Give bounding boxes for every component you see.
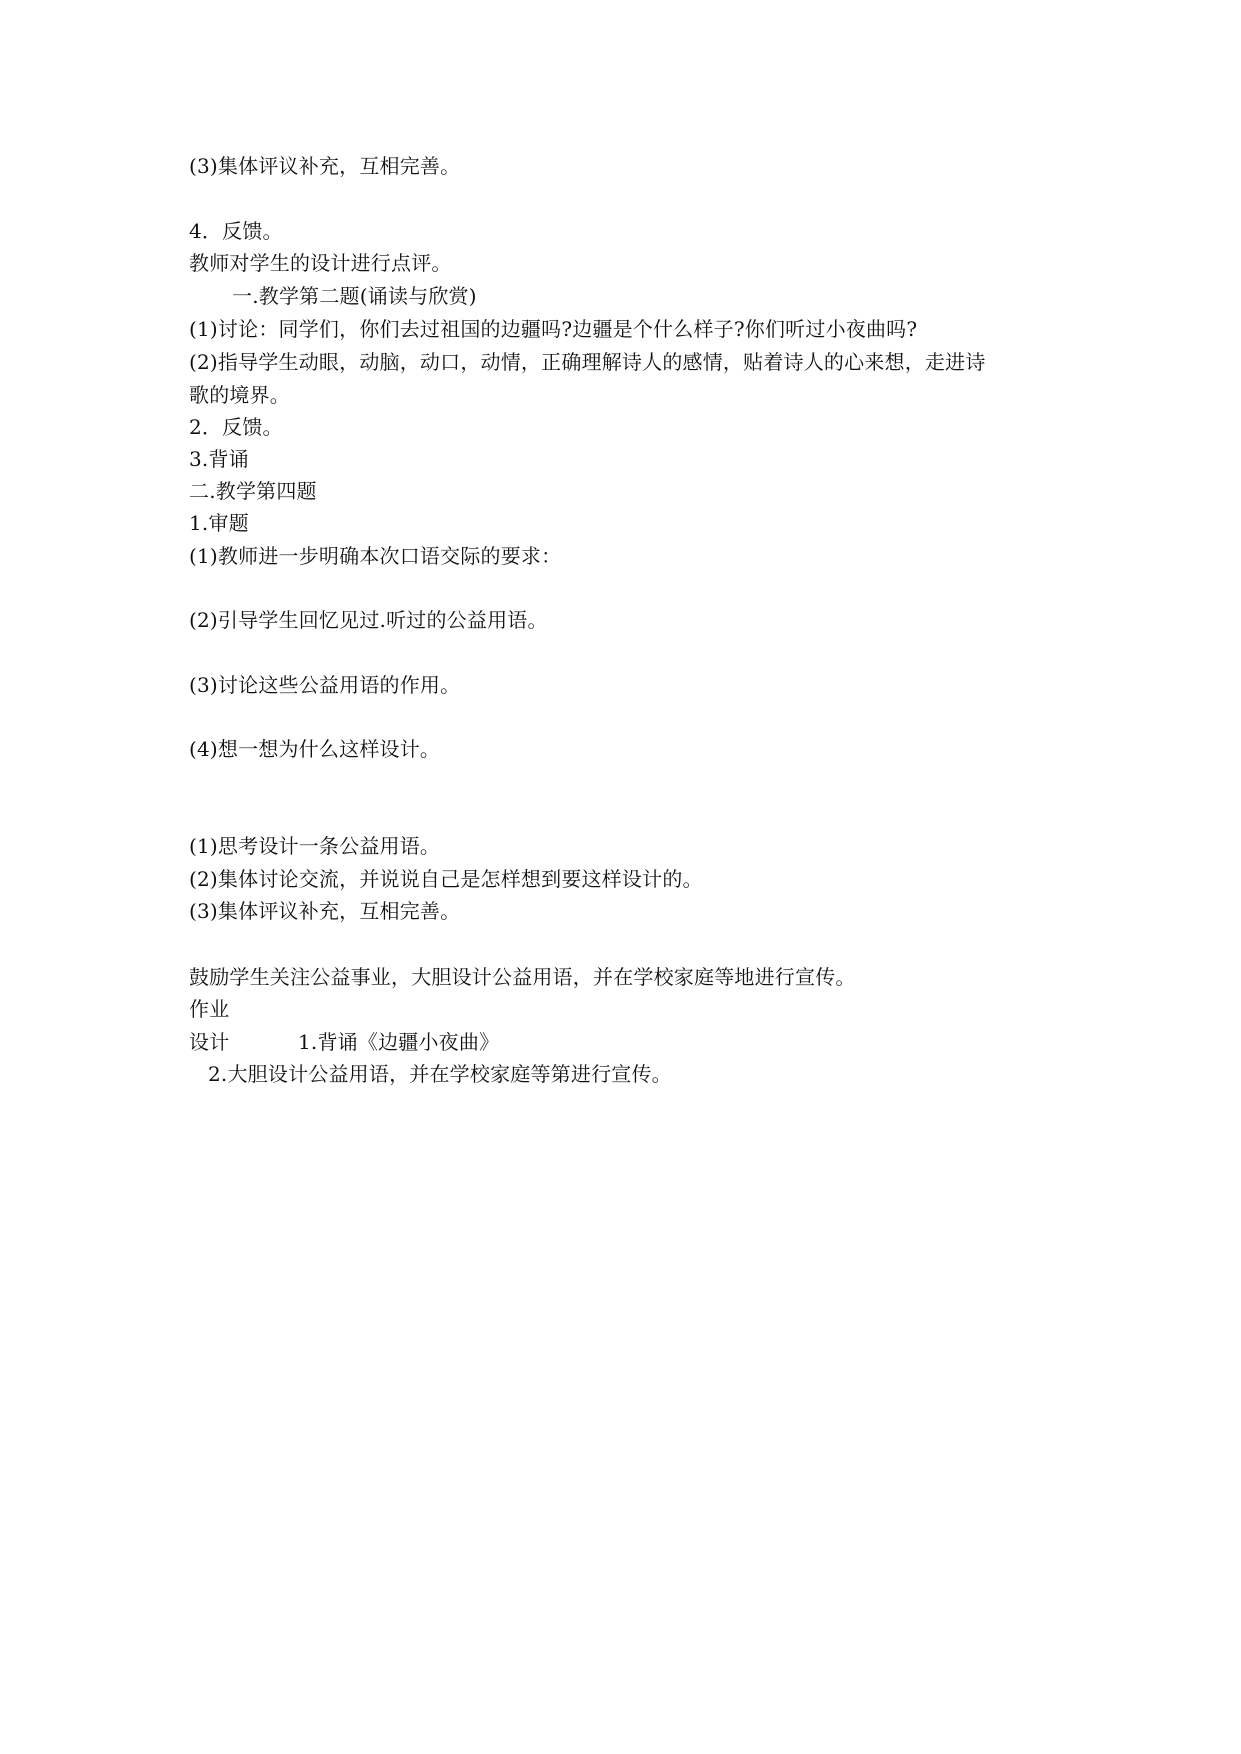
homework-label: 作业 xyxy=(189,997,230,1021)
text-line: (3)集体评议补充，互相完善。 xyxy=(189,899,461,923)
homework-label: 设计 xyxy=(189,1030,230,1054)
text-line: (3)集体评议补充，互相完善。 xyxy=(189,154,461,178)
text-line: (1)教师进一步明确本次口语交际的要求： xyxy=(189,544,562,568)
text-line: (3)讨论这些公益用语的作用。 xyxy=(189,673,461,697)
text-line: (2)集体讨论交流，并说说自己是怎样想到要这样设计的。 xyxy=(189,867,703,891)
section-heading: 3.背诵 xyxy=(189,447,249,471)
section-heading: 1.审题 xyxy=(189,511,249,535)
text-line: (2)指导学生动眼，动脑，动口，动情，正确理解诗人的感情，贴着诗人的心来想，走进诗 xyxy=(189,350,986,374)
homework-item: 2.大胆设计公益用语，并在学校家庭等第进行宣传。 xyxy=(208,1062,672,1086)
section-heading: 二.教学第四题 xyxy=(189,479,317,503)
section-heading: 4．反馈。 xyxy=(189,219,283,243)
text-line: (1)讨论：同学们，你们去过祖国的边疆吗?边疆是个什么样子?你们听过小夜曲吗? xyxy=(189,317,918,341)
text-line: 歌的境界。 xyxy=(189,383,290,407)
text-line: (1)思考设计一条公益用语。 xyxy=(189,834,441,858)
text-line: 教师对学生的设计进行点评。 xyxy=(189,251,452,275)
text-line: (2)引导学生回忆见过.听过的公益用语。 xyxy=(189,608,548,632)
text-line: 鼓励学生关注公益事业，大胆设计公益用语，并在学校家庭等地进行宣传。 xyxy=(189,965,856,989)
text-line: (4)想一想为什么这样设计。 xyxy=(189,737,441,761)
section-heading: 2．反馈。 xyxy=(189,415,283,439)
homework-item: 1.背诵《边疆小夜曲》 xyxy=(298,1030,500,1054)
section-heading: 一.教学第二题(诵读与欣赏) xyxy=(232,284,477,308)
